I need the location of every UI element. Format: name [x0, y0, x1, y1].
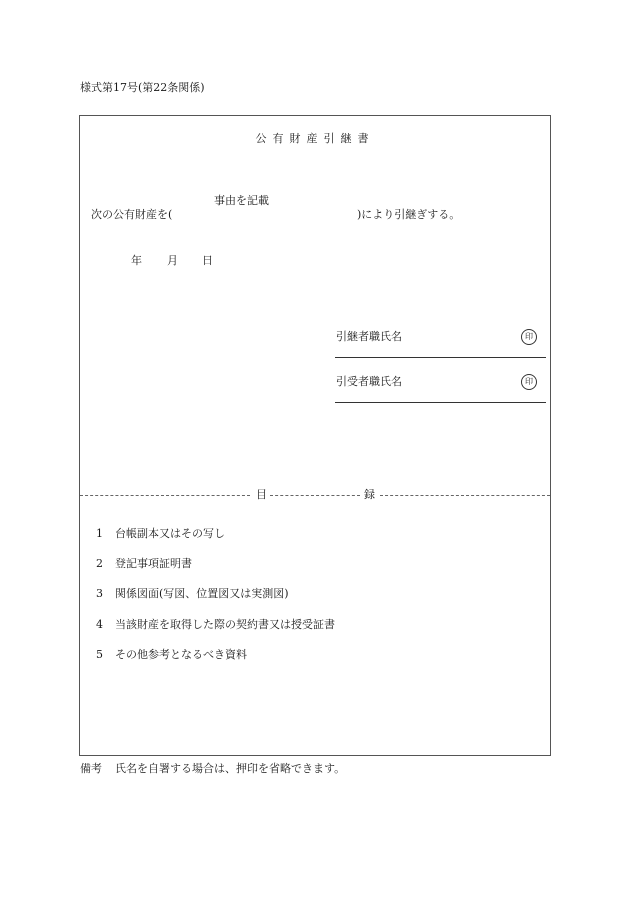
transfer-statement-prefix: 次の公有財産を( — [91, 208, 173, 221]
seal-icon: 印 — [521, 374, 537, 390]
date-month-label: 月 — [167, 254, 178, 267]
catalog-heading-part1: 目 — [256, 488, 267, 501]
catalog-item-text: その他参考となるべき資料 — [115, 648, 247, 661]
transferee-signature-line — [335, 402, 546, 403]
catalog-item-number: 1 — [96, 527, 103, 540]
catalog-item-number: 2 — [96, 557, 103, 570]
transferee-name-label: 引受者職氏名 — [336, 375, 402, 388]
catalog-item-text: 登記事項証明書 — [115, 557, 192, 570]
catalog-divider-right — [380, 495, 550, 496]
catalog-heading-part2: 録 — [364, 488, 375, 501]
catalog-item-number: 5 — [96, 648, 103, 661]
catalog-divider-left — [80, 495, 250, 496]
form-id: 様式第17号(第22条関係) — [80, 81, 205, 94]
transferor-name-label: 引継者職氏名 — [336, 330, 402, 343]
date-year-label: 年 — [131, 254, 142, 267]
reason-label: 事由を記載 — [214, 194, 269, 207]
transferor-signature-line — [335, 357, 546, 358]
catalog-item-text: 当該財産を取得した際の契約書又は授受証書 — [115, 618, 335, 631]
catalog-item-text: 台帳副本又はその写し — [115, 527, 225, 540]
catalog-divider-middle — [270, 495, 360, 496]
note-text: 氏名を自署する場合は、押印を省略できます。 — [115, 762, 346, 775]
document-title: 公有財産引継書 — [255, 132, 375, 145]
date-day-label: 日 — [202, 254, 213, 267]
note-label: 備考 — [80, 762, 102, 775]
transfer-statement-suffix: )により引継ぎする。 — [357, 208, 461, 221]
catalog-item-number: 3 — [96, 587, 103, 600]
catalog-item-text: 関係図面(写図、位置図又は実測図) — [115, 587, 289, 600]
seal-icon: 印 — [521, 329, 537, 345]
catalog-item-number: 4 — [96, 618, 103, 631]
